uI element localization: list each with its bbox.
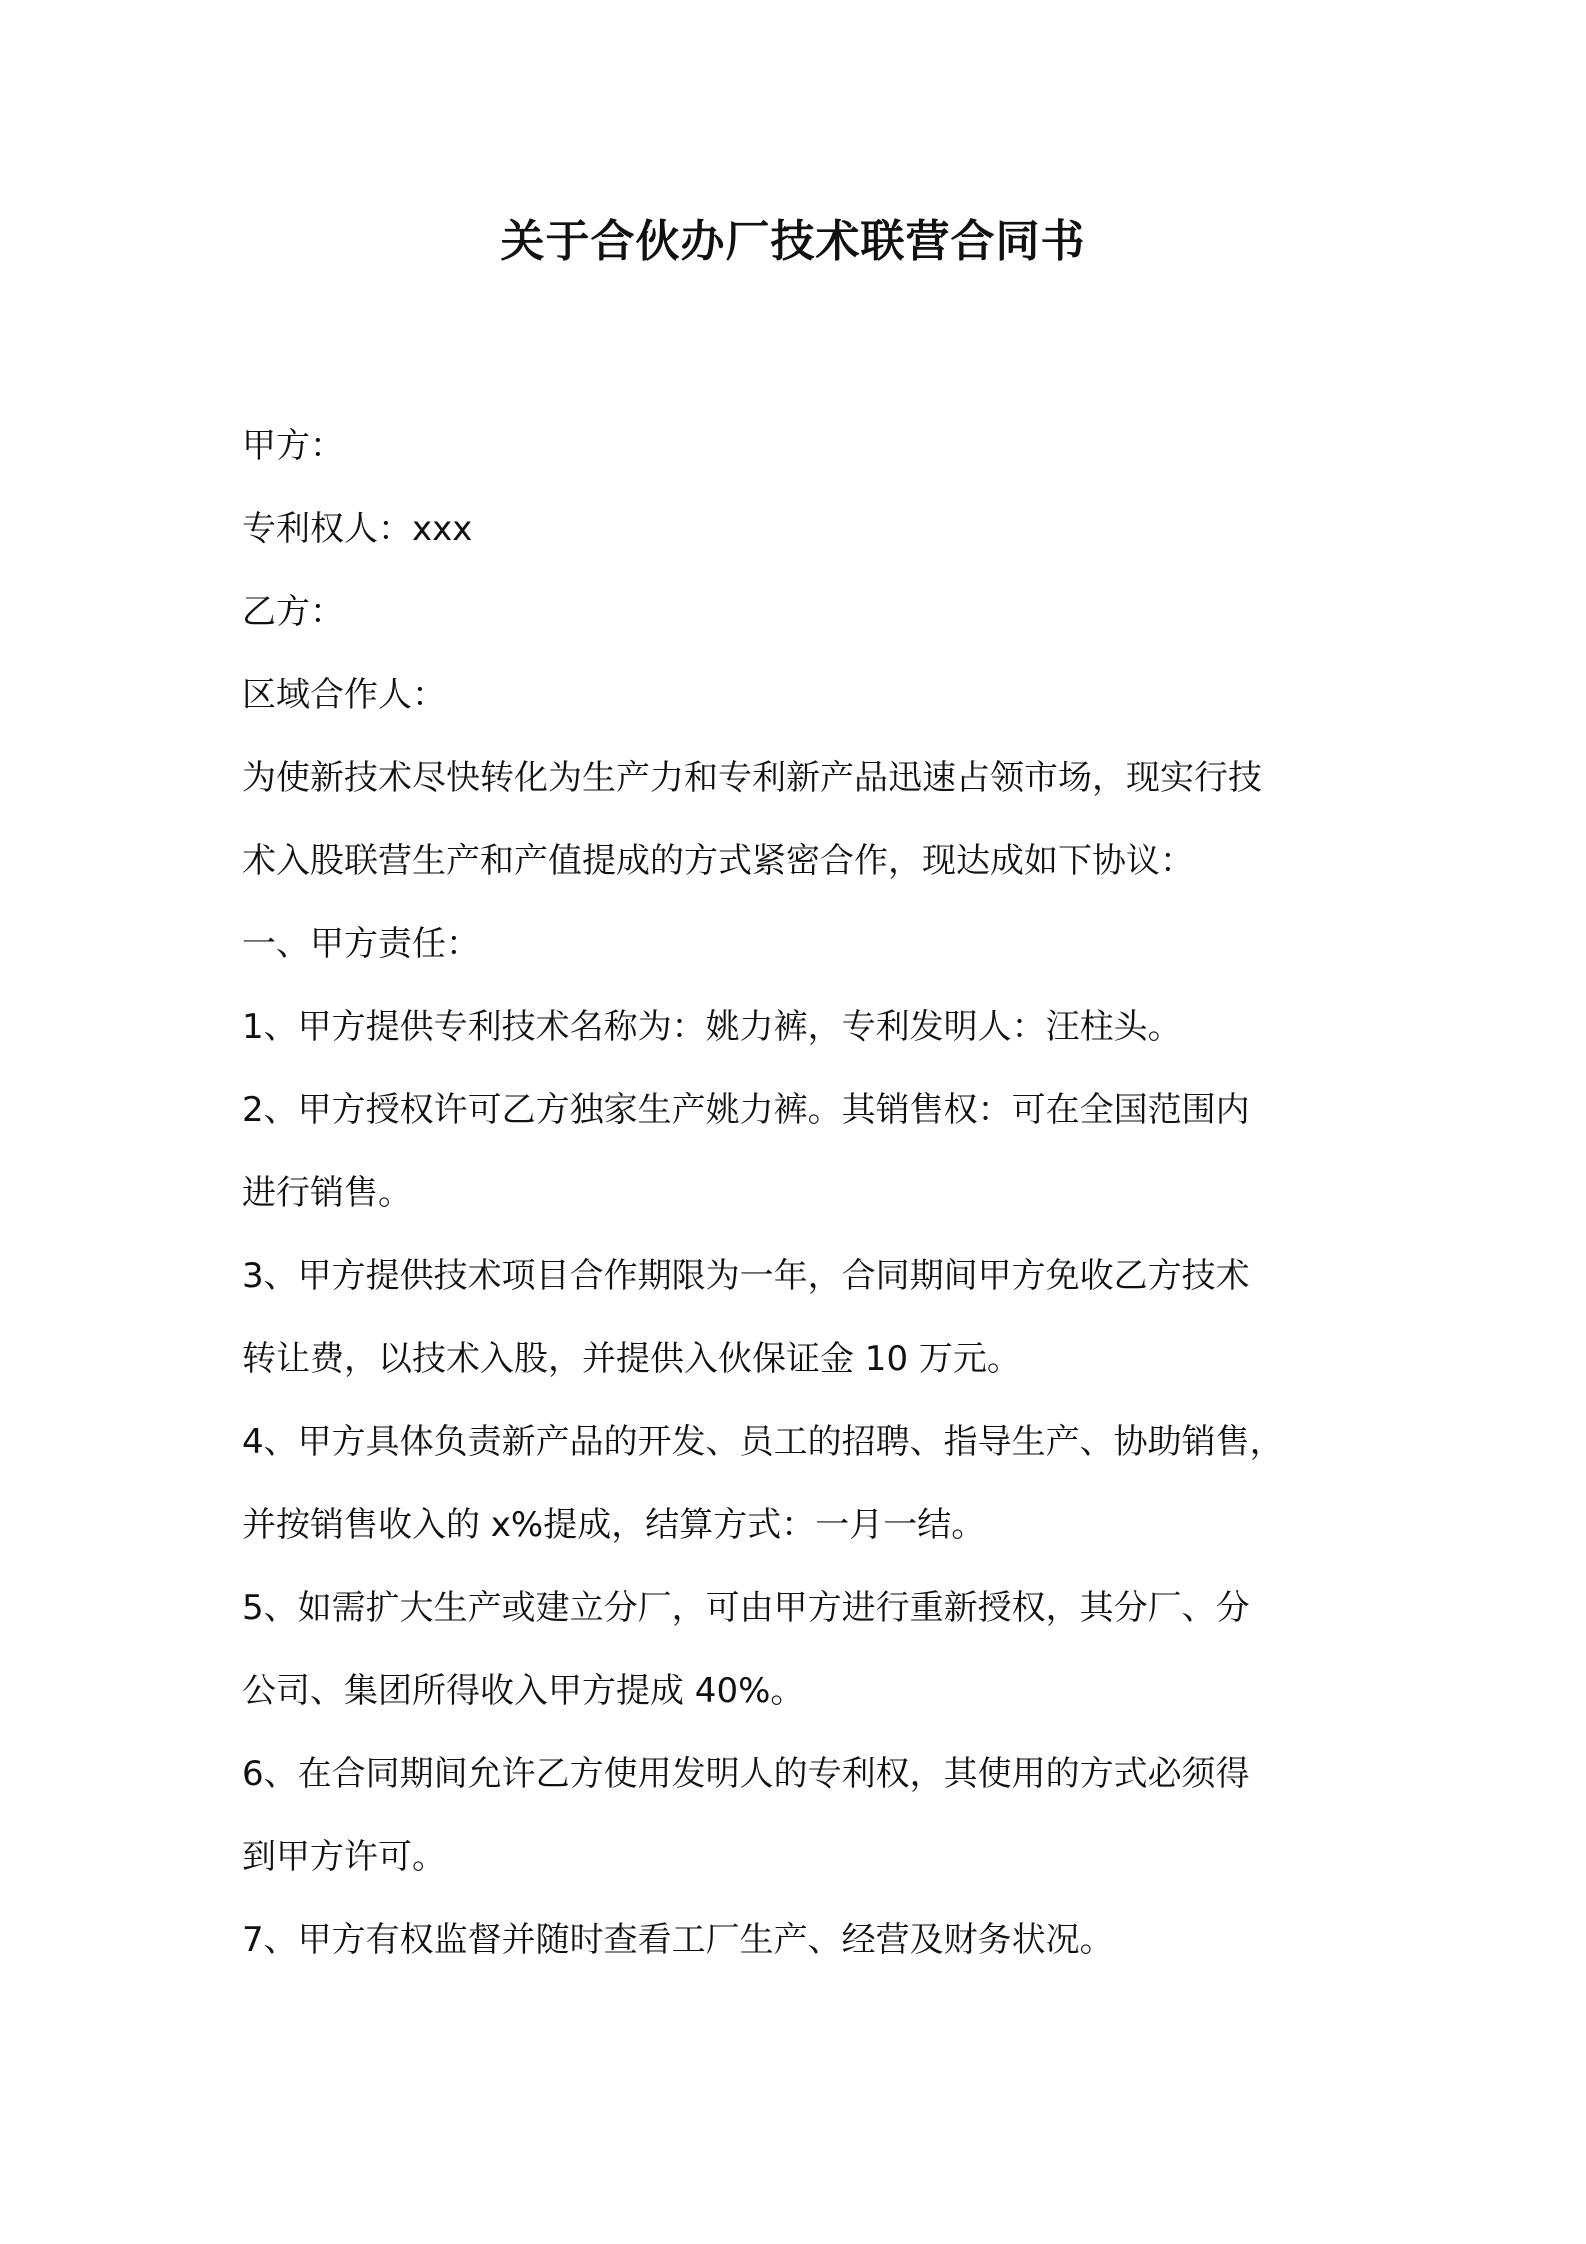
party-b-line: 乙方： [242, 592, 344, 632]
patent-holder-line: 专利权人：xxx [242, 509, 473, 549]
party-a-line: 甲方： [242, 426, 344, 466]
clause-4: 4、甲方具体负责新产品的开发、员工的招聘、指导生产、协助销售， [242, 1422, 1284, 1462]
clause-5-continued: 公司、集团所得收入甲方提成 40%。 [242, 1671, 805, 1711]
clause-3: 3、甲方提供技术项目合作期限为一年，合同期间甲方免收乙方技术 [242, 1256, 1250, 1296]
clause-7: 7、甲方有权监督并随时查看工厂生产、经营及财务状况。 [242, 1920, 1114, 1960]
section-heading-party-a-duties: 一、甲方责任： [242, 924, 480, 964]
intro-paragraph-line: 术入股联营生产和产值提成的方式紧密合作，现达成如下协议： [242, 841, 1194, 881]
clause-5: 5、如需扩大生产或建立分厂，可由甲方进行重新授权，其分厂、分 [242, 1588, 1250, 1628]
document-body [242, 405, 1372, 1982]
clause-2-continued: 进行销售。 [242, 1173, 412, 1213]
clause-1: 1、甲方提供专利技术名称为：姚力裤，专利发明人：汪柱头。 [242, 1007, 1182, 1047]
regional-partner-line: 区域合作人： [242, 675, 446, 715]
clause-4-continued: 并按销售收入的 x%提成，结算方式：一月一结。 [242, 1505, 986, 1545]
document-title: 关于合伙办厂技术联营合同书 [500, 216, 1086, 267]
clause-6: 6、在合同期间允许乙方使用发明人的专利权，其使用的方式必须得 [242, 1754, 1250, 1794]
clause-2: 2、甲方授权许可乙方独家生产姚力裤。其销售权：可在全国范围内 [242, 1090, 1250, 1130]
clause-6-continued: 到甲方许可。 [242, 1837, 446, 1877]
intro-paragraph-line: 为使新技术尽快转化为生产力和专利新产品迅速占领市场，现实行技 [242, 758, 1262, 798]
clause-3-continued: 转让费，以技术入股，并提供入伙保证金 10 万元。 [242, 1339, 1021, 1379]
